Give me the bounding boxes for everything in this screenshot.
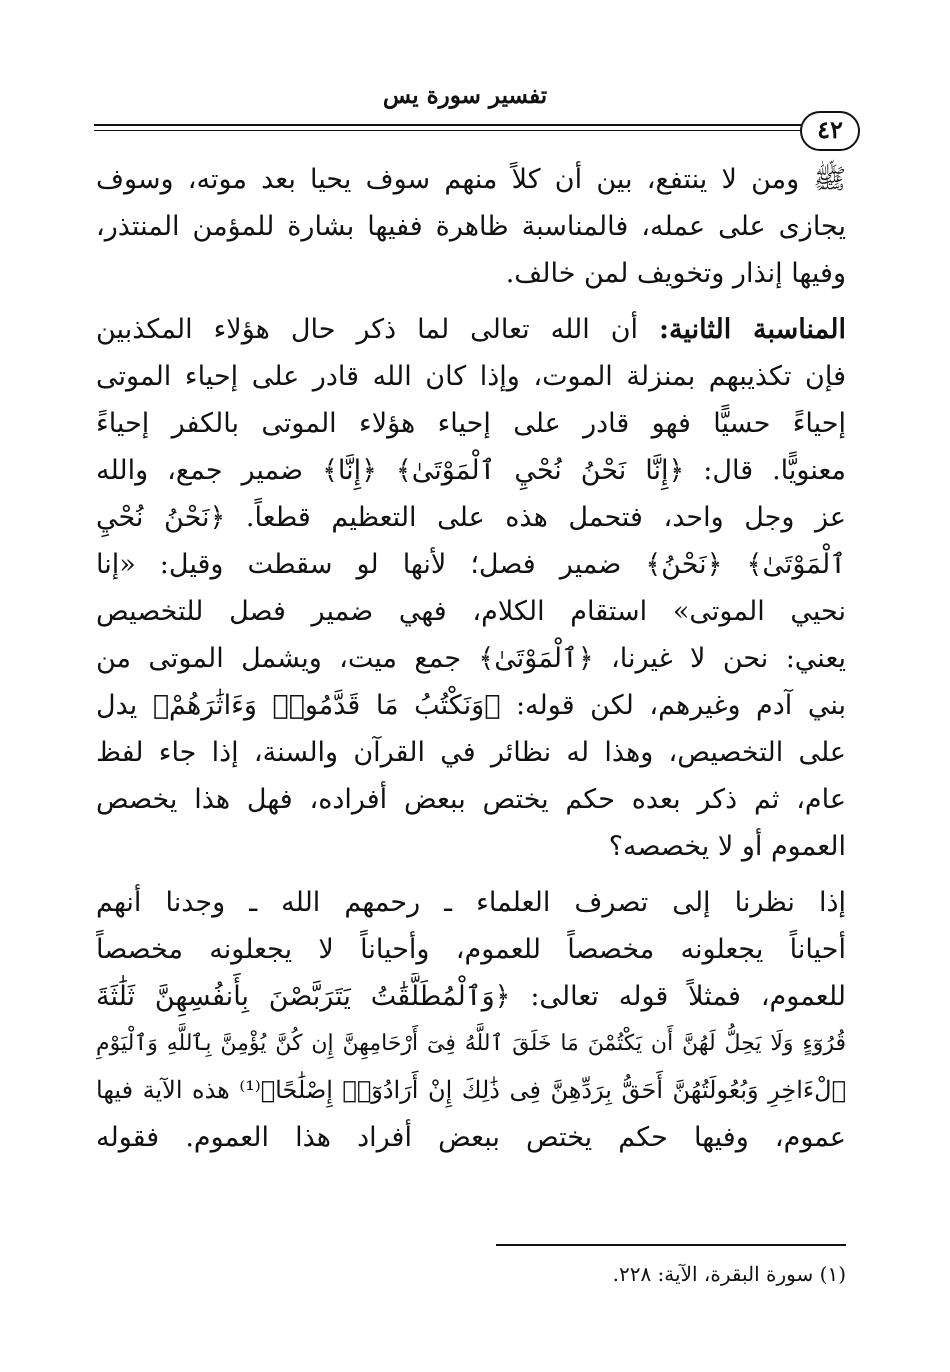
text-line: على التخصيص، وهذا له نظائر في القرآن والسنة، إذا جاء لفظ xyxy=(96,737,846,768)
footnote: (١) سورة البقرة، الآية: ٢٢٨. xyxy=(612,1262,846,1286)
paragraph-lead: المناسبة الثانية: xyxy=(659,314,846,345)
text-run: أن الله تعالى لما ذكر حال هؤلاء المكذبين xyxy=(96,314,660,345)
text-line: ﷺ ومن لا ينتفع، بين أن كلاً منهم سوف يحيا بعد موته، وسوف xyxy=(96,164,846,195)
body-text xyxy=(96,156,846,1161)
paragraph-2 xyxy=(96,306,846,870)
running-header-title: تفسير سورة يس xyxy=(382,82,548,109)
text-line: إذا نظرنا إلى تصرف العلماء ـ رحمهم الله ـ وجدنا أنهم xyxy=(96,887,846,918)
footnote-separator xyxy=(496,1244,846,1246)
paragraph-3 xyxy=(96,879,846,1161)
text-line: قُرُوٓءٍ وَلَا يَحِلُّ لَهُنَّ أَن يَكْتُمْنَ مَا خَلَقَ ٱللَّهُ فِىٓ أَرْحَامِهِنَّ إِن كُنَّ يُؤْمِنَّ بِٱللَّهِ وَٱلْيَوْمِ xyxy=(96,1031,846,1056)
text-line: ٱلْمَوْتَىٰ﴾ ﴿نَحْنُ﴾ ضمير فصل؛ لأنها لو سقطت وقيل: «إنا xyxy=(96,549,846,580)
text-line: يجازى على عمله، فالمناسبة ظاهرة ففيها بشارة للمؤمن المنتذر، xyxy=(96,211,846,242)
text-line: عام، ثم ذكر بعده حكم يختص ببعض أفراده، فهل هذا يخصص xyxy=(96,784,846,815)
text-line: العموم أو لا يخصصه؟ xyxy=(608,831,846,862)
text-line: للعموم، فمثلاً قوله تعالى: ﴿وَٱلْمُطَلَّقَٰتُ يَتَرَبَّصْنَ بِأَنفُسِهِنَّ ثَلَٰثَةَ xyxy=(96,981,846,1012)
text-line xyxy=(96,306,846,353)
text-line: فإن تكذيبهم بمنزلة الموت، وإذا كان الله قادر على إحياء الموتى xyxy=(96,361,846,392)
text-line: بني آدم وغيرهم، لكن قوله: ﴿وَنَكْتُبُ مَا قَدَّمُوا۟ وَءَاثَٰرَهُمْ﴾ يدل xyxy=(96,690,846,721)
text-line: نحيي الموتى» استقام الكلام، فهي ضمير فصل للتخصيص xyxy=(96,596,846,627)
header-rule xyxy=(94,124,804,126)
text-line: معنويًّا. قال: ﴿إِنَّا نَحْنُ نُحْيِ ٱلْمَوْتَىٰ﴾ ﴿إِنَّا﴾ ضمير جمع، والله xyxy=(96,455,846,486)
text-line: أحياناً يجعلونه مخصصاً للعموم، وأحياناً لا يجعلونه مخصصاً xyxy=(96,934,846,965)
paragraph-1 xyxy=(96,156,846,297)
header-rule-thin xyxy=(94,130,804,131)
text-line: عموم، وفيها حكم يختص ببعض أفراد هذا العموم. فقوله xyxy=(96,1122,846,1153)
text-line: وفيها إنذار وتخويف لمن خالف. xyxy=(505,258,846,289)
text-line: إحياءً حسيًّا فهو قادر على إحياء هؤلاء الموتى بالكفر إحياءً xyxy=(96,408,846,439)
text-line: عز وجل واحد، فتحمل هذه على التعظيم قطعاً. ﴿نَحْنُ نُحْيِ xyxy=(96,502,846,533)
page-number: ٤٢ xyxy=(800,111,860,151)
text-line: ٱلْءَاخِرِ وَبُعُولَتُهُنَّ أَحَقُّ بِرَدِّهِنَّ فِى ذَٰلِكَ إِنْ أَرَادُوٓا۟ إِصْلَٰحًا﴾⁽¹⁾ هذه الآية فيها xyxy=(96,1076,846,1104)
text-line: يعني: نحن لا غيرنا، ﴿ٱلْمَوْتَىٰ﴾ جمع ميت، ويشمل الموتى من xyxy=(96,643,846,674)
